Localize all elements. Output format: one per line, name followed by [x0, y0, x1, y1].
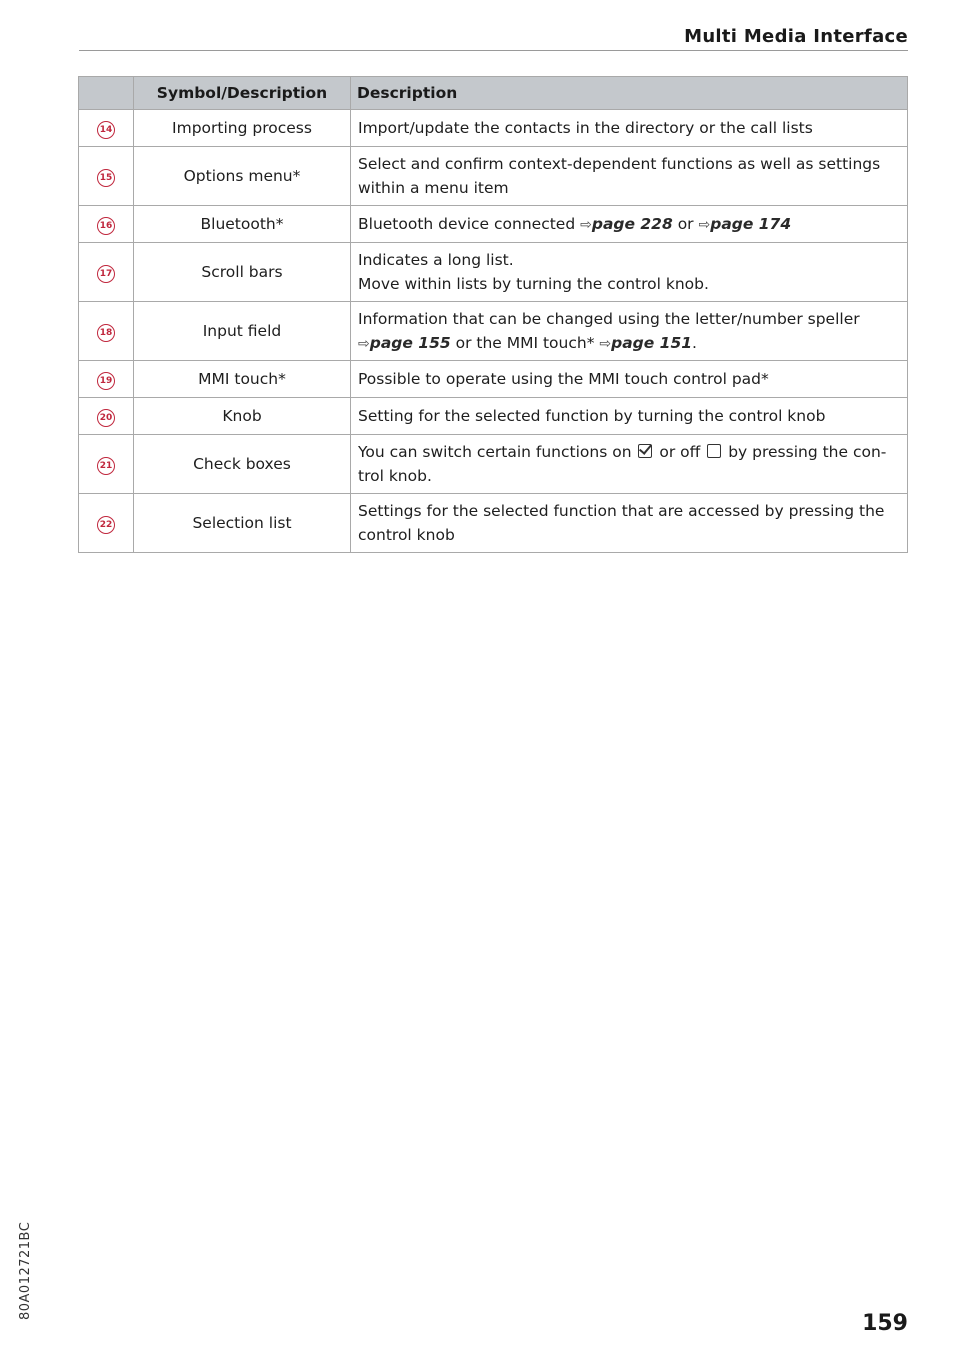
callout-number-icon: 17: [97, 265, 115, 283]
checkbox-unchecked-icon: [707, 444, 721, 458]
description-cell: You can switch certain functions on or off by pressing the con- trol knob.: [351, 435, 908, 494]
callout-number-icon: 22: [97, 516, 115, 534]
description-cell: Settings for the selected function that are accessed by pressing the control knob: [351, 494, 908, 553]
symbol-label: Selection list: [134, 494, 351, 553]
description-cell: Bluetooth device connected ⇨page 228 or ⇨page 174: [351, 206, 908, 243]
callout-number-icon: 15: [97, 169, 115, 187]
symbol-label: Check boxes: [134, 435, 351, 494]
table-header-row: [79, 77, 908, 110]
header-cell-symbol: Symbol/Description: [134, 77, 351, 110]
description-cell: Possible to operate using the MMI touch control pad*: [351, 361, 908, 398]
page-reference-link[interactable]: page 151: [611, 333, 693, 352]
table-row: [79, 302, 908, 361]
header-cell-number: [79, 77, 134, 110]
symbol-label: MMI touch*: [134, 361, 351, 398]
symbol-label: Options menu*: [134, 147, 351, 206]
table-row: [79, 147, 908, 206]
table-row: [79, 398, 908, 435]
header-cell-description: Description: [351, 77, 908, 110]
reference-arrow-icon: ⇨: [599, 335, 612, 352]
description-cell: Indicates a long list. Move within lists by turning the control knob.: [351, 243, 908, 302]
symbol-label: Scroll bars: [134, 243, 351, 302]
callout-number-icon: 16: [97, 217, 115, 235]
reference-arrow-icon: ⇨: [580, 216, 592, 233]
callout-number-icon: 14: [97, 121, 115, 139]
table-row: [79, 110, 908, 147]
table-row: [79, 206, 908, 243]
symbol-table: [78, 76, 908, 553]
page-reference-link[interactable]: page 155: [369, 333, 451, 352]
callout-number-icon: 21: [97, 457, 115, 475]
symbol-label: Bluetooth*: [134, 206, 351, 243]
callout-number-icon: 18: [97, 324, 115, 342]
callout-number-icon: 20: [97, 409, 115, 427]
table-row: [79, 435, 908, 494]
page-reference-link[interactable]: page 174: [710, 214, 792, 233]
table-row: [79, 243, 908, 302]
description-cell: Information that can be changed using the letter/number speller ⇨page 155 or the MMI touch* ⇨page 151.: [351, 302, 908, 361]
symbol-label: Input field: [134, 302, 351, 361]
checkbox-checked-icon: [638, 444, 652, 458]
header-rule: [79, 50, 908, 51]
reference-arrow-icon: ⇨: [698, 216, 711, 233]
table-row: [79, 361, 908, 398]
page-reference-link[interactable]: page 228: [591, 214, 673, 233]
page-number: 159: [862, 1311, 908, 1336]
document-code: 80A012721BC: [18, 1221, 33, 1320]
description-cell: Setting for the selected function by turning the control knob: [351, 398, 908, 435]
symbol-label: Knob: [134, 398, 351, 435]
reference-arrow-icon: ⇨: [358, 335, 370, 352]
description-cell: Select and confirm context-dependent functions as well as settings within a menu item: [351, 147, 908, 206]
description-cell: Import/update the contacts in the directory or the call lists: [351, 110, 908, 147]
table-row: [79, 494, 908, 553]
callout-number-icon: 19: [97, 372, 115, 390]
page-header-title: Multi Media Interface: [684, 26, 908, 47]
symbol-label: Importing process: [134, 110, 351, 147]
